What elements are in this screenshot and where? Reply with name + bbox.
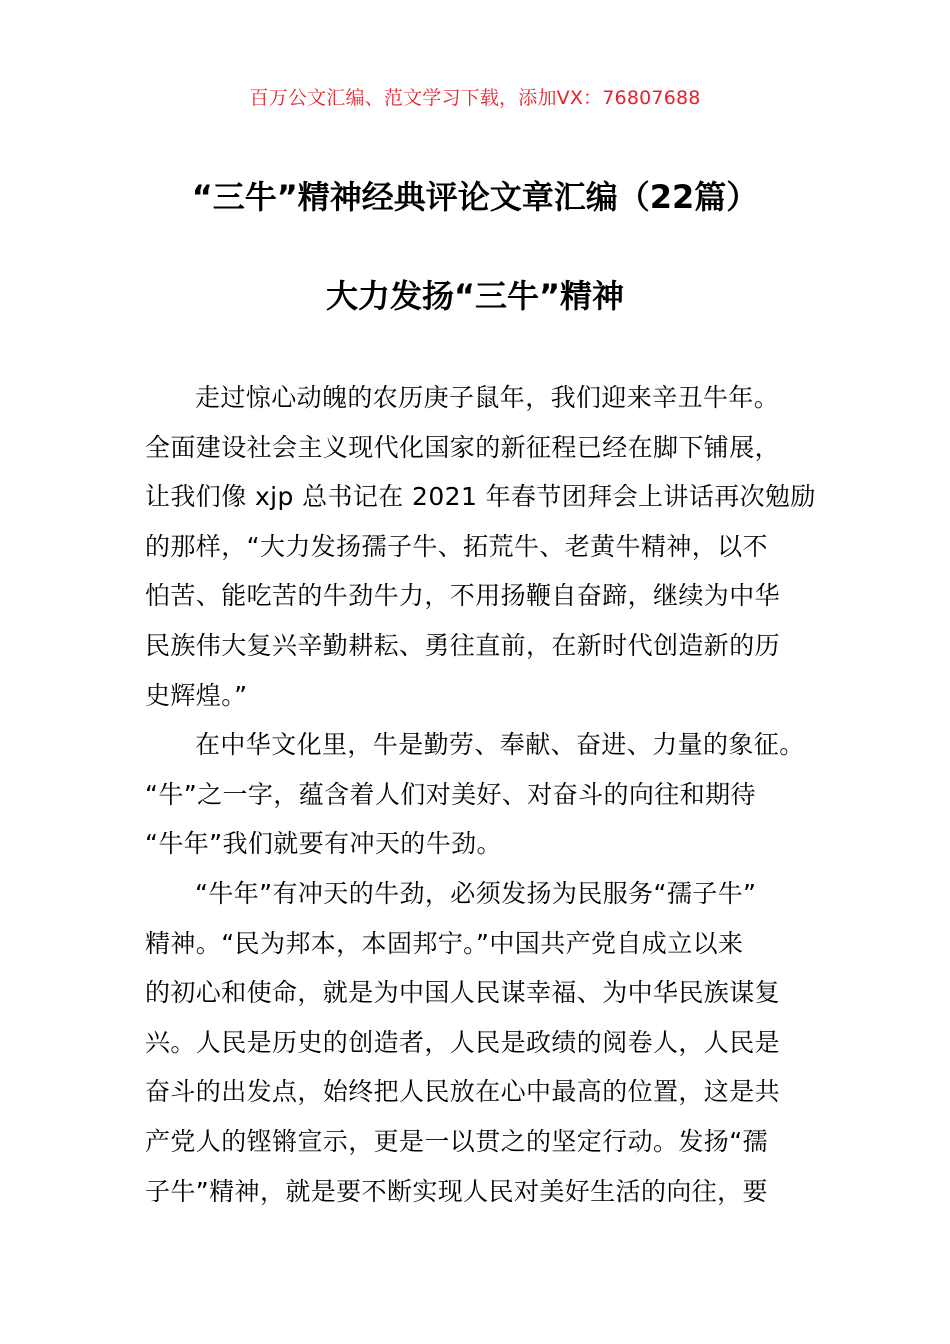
- body-line: 奋斗的出发点，始终把人民放在心中最高的位置，这是共: [145, 1077, 781, 1107]
- body-line: 全面建设社会主义现代化国家的新征程已经在脚下铺展，: [145, 432, 781, 462]
- body-line: 精神。“民为邦本，本固邦宁。”中国共产党自成立以来: [145, 928, 744, 958]
- body-line: “牛年”有冲天的牛劲，必须发扬为民服务“孺子牛”: [195, 878, 757, 908]
- article-body: [145, 373, 815, 1216]
- body-line: “牛”之一字，蕴含着人们对美好、对奋斗的向往和期待: [145, 779, 756, 809]
- body-line: 的那样，“大力发扬孺子牛、拓荒牛、老黄牛精神，以不: [145, 531, 768, 561]
- body-line: 兴。人民是历史的创造者，人民是政绩的阅卷人，人民是: [145, 1027, 781, 1057]
- body-line: 在中华文化里，牛是勤劳、奉献、奋进、力量的象征。: [195, 730, 805, 760]
- body-line: “牛年”我们就要有冲天的牛劲。: [145, 829, 502, 859]
- body-line: 走过惊心动魄的农历庚子鼠年，我们迎来辛丑牛年。: [195, 383, 780, 412]
- body-line: 的初心和使命，就是为中国人民谋幸福、为中华民族谋复: [145, 978, 781, 1008]
- article-title: 大力发扬“三牛”精神: [325, 277, 625, 315]
- document-title: “三牛”精神经典评论文章汇编（22篇）: [191, 178, 759, 216]
- body-line: 民族伟大复兴辛勤耕耘、勇往直前，在新时代创造新的历: [145, 630, 781, 660]
- body-line: 产党人的铿锵宣示，更是一以贯之的坚定行动。发扬“孺: [145, 1126, 768, 1156]
- body-line: 子牛”精神，就是要不断实现人民对美好生活的向往，要: [145, 1176, 768, 1206]
- header-promo-note: 百万公文汇编、范文学习下载，添加VX：76807688: [249, 87, 701, 109]
- body-line: 怕苦、能吃苦的牛劲牛力，不用扬鞭自奋蹄，继续为中华: [145, 581, 781, 611]
- body-line: 史辉煌。”: [145, 680, 248, 710]
- body-line: 让我们像 xjp 总书记在 2021 年春节团拜会上讲话再次勉励: [145, 482, 816, 512]
